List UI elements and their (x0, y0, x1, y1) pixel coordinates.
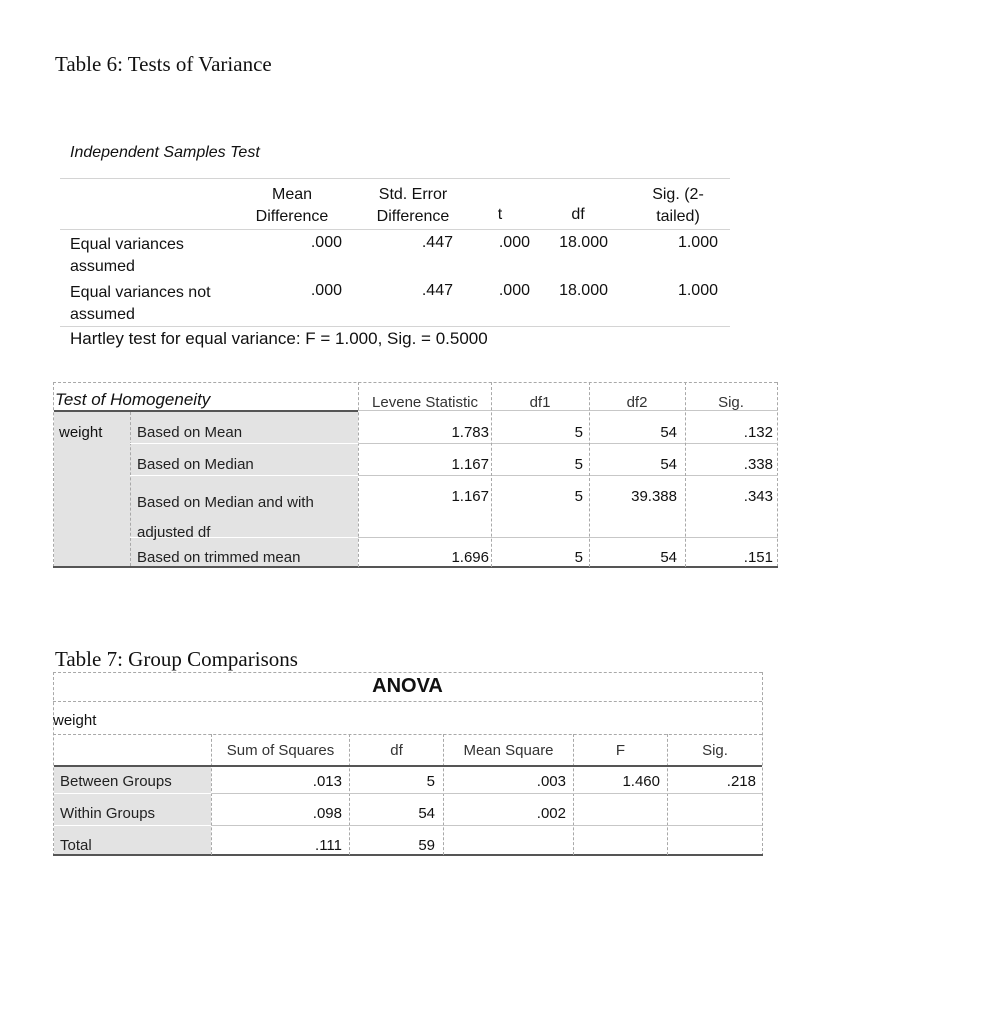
header-levene-statistic: Levene Statistic (372, 394, 478, 411)
cell-df: 54 (418, 805, 435, 822)
cell-ss: .098 (312, 805, 342, 822)
cell-sig: 1.000 (677, 234, 718, 251)
ist-row (60, 278, 730, 326)
header-df: df (390, 742, 403, 759)
anova-table (53, 672, 763, 856)
header-sum-of-squares: Sum of Squares (226, 742, 335, 759)
cell-ms: .003 (536, 773, 566, 790)
cell-df: 59 (418, 837, 435, 854)
row-label: Based on Median (137, 456, 254, 473)
row-label: Based on Median and with adjusted df (137, 494, 314, 541)
header-df1: df1 (529, 394, 551, 411)
homogeneity-title: Test of Homogeneity (55, 390, 211, 409)
cell-levene: 1.167 (451, 456, 489, 473)
cell-df2: 54 (660, 549, 677, 566)
cell-mean-difference: .000 (310, 282, 342, 299)
cell-levene: 1.696 (451, 549, 489, 566)
independent-samples-test (60, 144, 730, 349)
row-label: Between Groups (60, 773, 172, 790)
cell-df1: 5 (574, 488, 583, 505)
row-label: Within Groups (60, 805, 156, 822)
row-label: Equal variances assumed (70, 236, 184, 275)
cell-levene: 1.167 (451, 488, 489, 505)
cell-df: 18.000 (559, 234, 608, 251)
variable-weight: weight (53, 712, 97, 729)
row-label: Based on Mean (137, 424, 243, 441)
variable-weight: weight (59, 424, 103, 441)
cell-df2: 39.388 (631, 488, 677, 505)
header-sig-2-tailed: Sig. (2- tailed) (652, 186, 704, 225)
cell-sig: .218 (726, 773, 756, 790)
cell-df: 18.000 (559, 282, 608, 299)
cell-f: 1.460 (622, 773, 660, 790)
header-f: F (615, 742, 626, 759)
cell-sig: .343 (743, 488, 773, 505)
cell-sig: .132 (743, 424, 773, 441)
cell-df2: 54 (660, 456, 677, 473)
header-df2: df2 (626, 394, 648, 411)
cell-df1: 5 (574, 549, 583, 566)
ist-row (60, 229, 730, 278)
independent-samples-caption: Independent Samples Test (70, 144, 260, 161)
header-mean-square: Mean Square (463, 742, 554, 759)
homogeneity-table (53, 382, 779, 568)
cell-df1: 5 (574, 456, 583, 473)
hartley-footnote: Hartley test for equal variance: F = 1.000, Sig. = 0.5000 (60, 326, 730, 349)
cell-sig: 1.000 (677, 282, 718, 299)
cell-ss: .013 (312, 773, 342, 790)
cell-df1: 5 (574, 424, 583, 441)
row-label: Based on trimmed mean (137, 549, 301, 566)
header-df: df (571, 206, 585, 223)
cell-sig: .338 (743, 456, 773, 473)
header-sig: Sig. (702, 742, 728, 759)
header-t: t (497, 206, 503, 223)
header-mean-difference: Mean Difference (255, 186, 329, 225)
table7-title: Table 7: Group Comparisons (55, 647, 298, 671)
cell-t: .000 (498, 282, 530, 299)
header-sig: Sig. (718, 394, 744, 411)
cell-ms: .002 (536, 805, 566, 822)
ist-header (60, 178, 730, 229)
cell-df: 5 (426, 773, 435, 790)
cell-df2: 54 (660, 424, 677, 441)
cell-std-error: .447 (421, 234, 453, 251)
row-label: Equal variances not assumed (70, 284, 211, 323)
header-std-error-difference: Std. Error Difference (376, 186, 450, 225)
cell-std-error: .447 (421, 282, 453, 299)
anova-title: ANOVA (372, 675, 443, 697)
table6-title: Table 6: Tests of Variance (55, 52, 272, 76)
cell-sig: .151 (743, 549, 773, 566)
cell-t: .000 (498, 234, 530, 251)
cell-ss: .111 (315, 837, 342, 854)
row-label: Total (60, 837, 92, 854)
cell-levene: 1.783 (451, 424, 489, 441)
cell-mean-difference: .000 (310, 234, 342, 251)
